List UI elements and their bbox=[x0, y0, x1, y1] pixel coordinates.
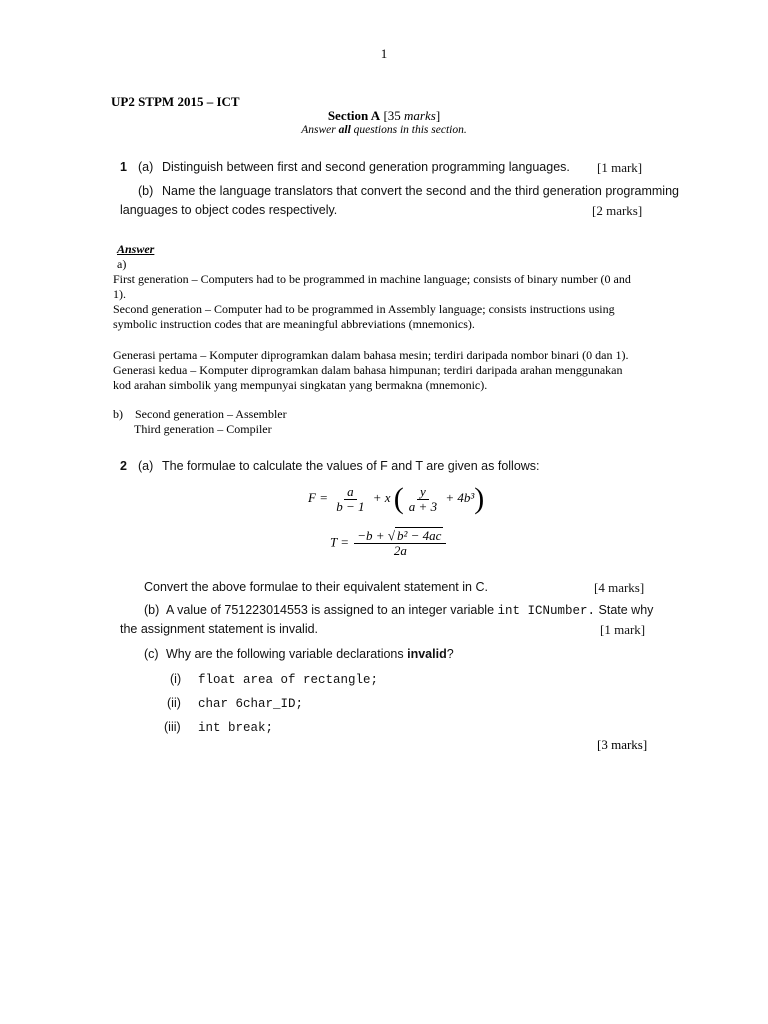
q2-c-item: (iii) int break; bbox=[164, 720, 274, 735]
q1-b-marks: [2 marks] bbox=[592, 203, 643, 218]
formula-f: F = $\frac{a}{b - 1}$ + x ( $\frac{y}{a + 3}$ + 4b³) bbox=[308, 482, 485, 515]
q2-a-text: The formulae to calculate the values of F and T are given as follows: bbox=[162, 459, 540, 473]
q1-b-label: (b) bbox=[138, 184, 154, 198]
answer-en-line: 1). bbox=[113, 287, 126, 301]
q2-b-marks: [1 mark] bbox=[600, 622, 646, 637]
q1-a-text: Distinguish between first and second generation programming languages. bbox=[162, 160, 570, 174]
q1-part-a bbox=[0, 160, 768, 180]
q1-b-text2: languages to object codes respectively. bbox=[120, 203, 338, 217]
section-instruction: Answer all questions in this section. bbox=[301, 124, 467, 136]
q1-b-text: Name the language translators that convert the second and the third generation programming bbox=[162, 184, 679, 198]
q2-b-text2: the assignment statement is invalid. bbox=[120, 622, 319, 636]
q1-part-b-cont bbox=[0, 203, 768, 223]
q2-c-item: (ii) char 6char_ID; bbox=[167, 696, 304, 711]
q2-c-marks: [3 marks] bbox=[597, 737, 648, 752]
answer-en-line: symbolic instruction codes that are meaningful abbreviations (mnemonics). bbox=[113, 317, 475, 331]
q1-a-label: (a) bbox=[138, 160, 154, 174]
answer-en-line: First generation – Computers had to be programmed in machine language; consists of binary number (0 and bbox=[113, 272, 631, 286]
formula-t: T = $\frac{\text{−b + √ b² − 4ac}}{2a}$ bbox=[330, 529, 448, 558]
answer-b-line: Third generation – Compiler bbox=[134, 422, 272, 436]
answer-b-line: b) Second generation – Assembler bbox=[113, 407, 287, 421]
q1-a-marks: [1 mark] bbox=[597, 160, 643, 175]
q2-c-item: (i) float area of rectangle; bbox=[170, 672, 379, 687]
page-number: 1 bbox=[380, 46, 388, 61]
answer-a-label: a) bbox=[117, 257, 127, 271]
answer-heading: Answer bbox=[117, 242, 155, 256]
answer-ms-line: Generasi pertama – Komputer diprogramkan dalam bahasa mesin; terdiri daripada nombor binari (0 dan 1). bbox=[113, 348, 629, 362]
q2-part-c bbox=[0, 647, 768, 667]
q2-b-text: A value of 751223014553 is assigned to an integer variable int ICNumber. State why bbox=[166, 603, 654, 618]
q2-convert-marks: [4 marks] bbox=[594, 580, 645, 595]
section-title-bold: Section A bbox=[327, 108, 381, 123]
q1-number: 1 bbox=[120, 160, 127, 174]
q2-a-label: (a) bbox=[138, 459, 154, 473]
document-header: UP2 STPM 2015 – ICT bbox=[111, 94, 240, 109]
q2-part-b-cont bbox=[0, 622, 768, 642]
q2-number: 2 bbox=[120, 459, 127, 473]
q2-part-a bbox=[0, 459, 768, 479]
q2-c-label: (c) bbox=[144, 647, 159, 661]
answer-ms-line: kod arahan simbolik yang mempunyai singkatan yang bermakna (mnemonic). bbox=[113, 378, 488, 392]
q2-part-b bbox=[0, 603, 768, 623]
q2-convert-text: Convert the above formulae to their equivalent statement in C. bbox=[144, 580, 488, 594]
answer-block bbox=[113, 242, 673, 437]
q2-convert bbox=[0, 580, 768, 600]
q2-c-text: Why are the following variable declarations invalid? bbox=[166, 647, 454, 661]
section-title bbox=[0, 108, 768, 124]
answer-ms-line: Generasi kedua – Komputer diprogramkan dalam bahasa himpunan; terdiri daripada arahan menggunakan bbox=[113, 363, 623, 377]
answer-en-line: Second generation – Computer had to be programmed in Assembly language; consists instructions using bbox=[113, 302, 615, 316]
q1-part-b bbox=[0, 184, 768, 204]
section-marks: [35 marks] bbox=[383, 108, 441, 123]
q2-b-label: (b) bbox=[144, 603, 160, 617]
